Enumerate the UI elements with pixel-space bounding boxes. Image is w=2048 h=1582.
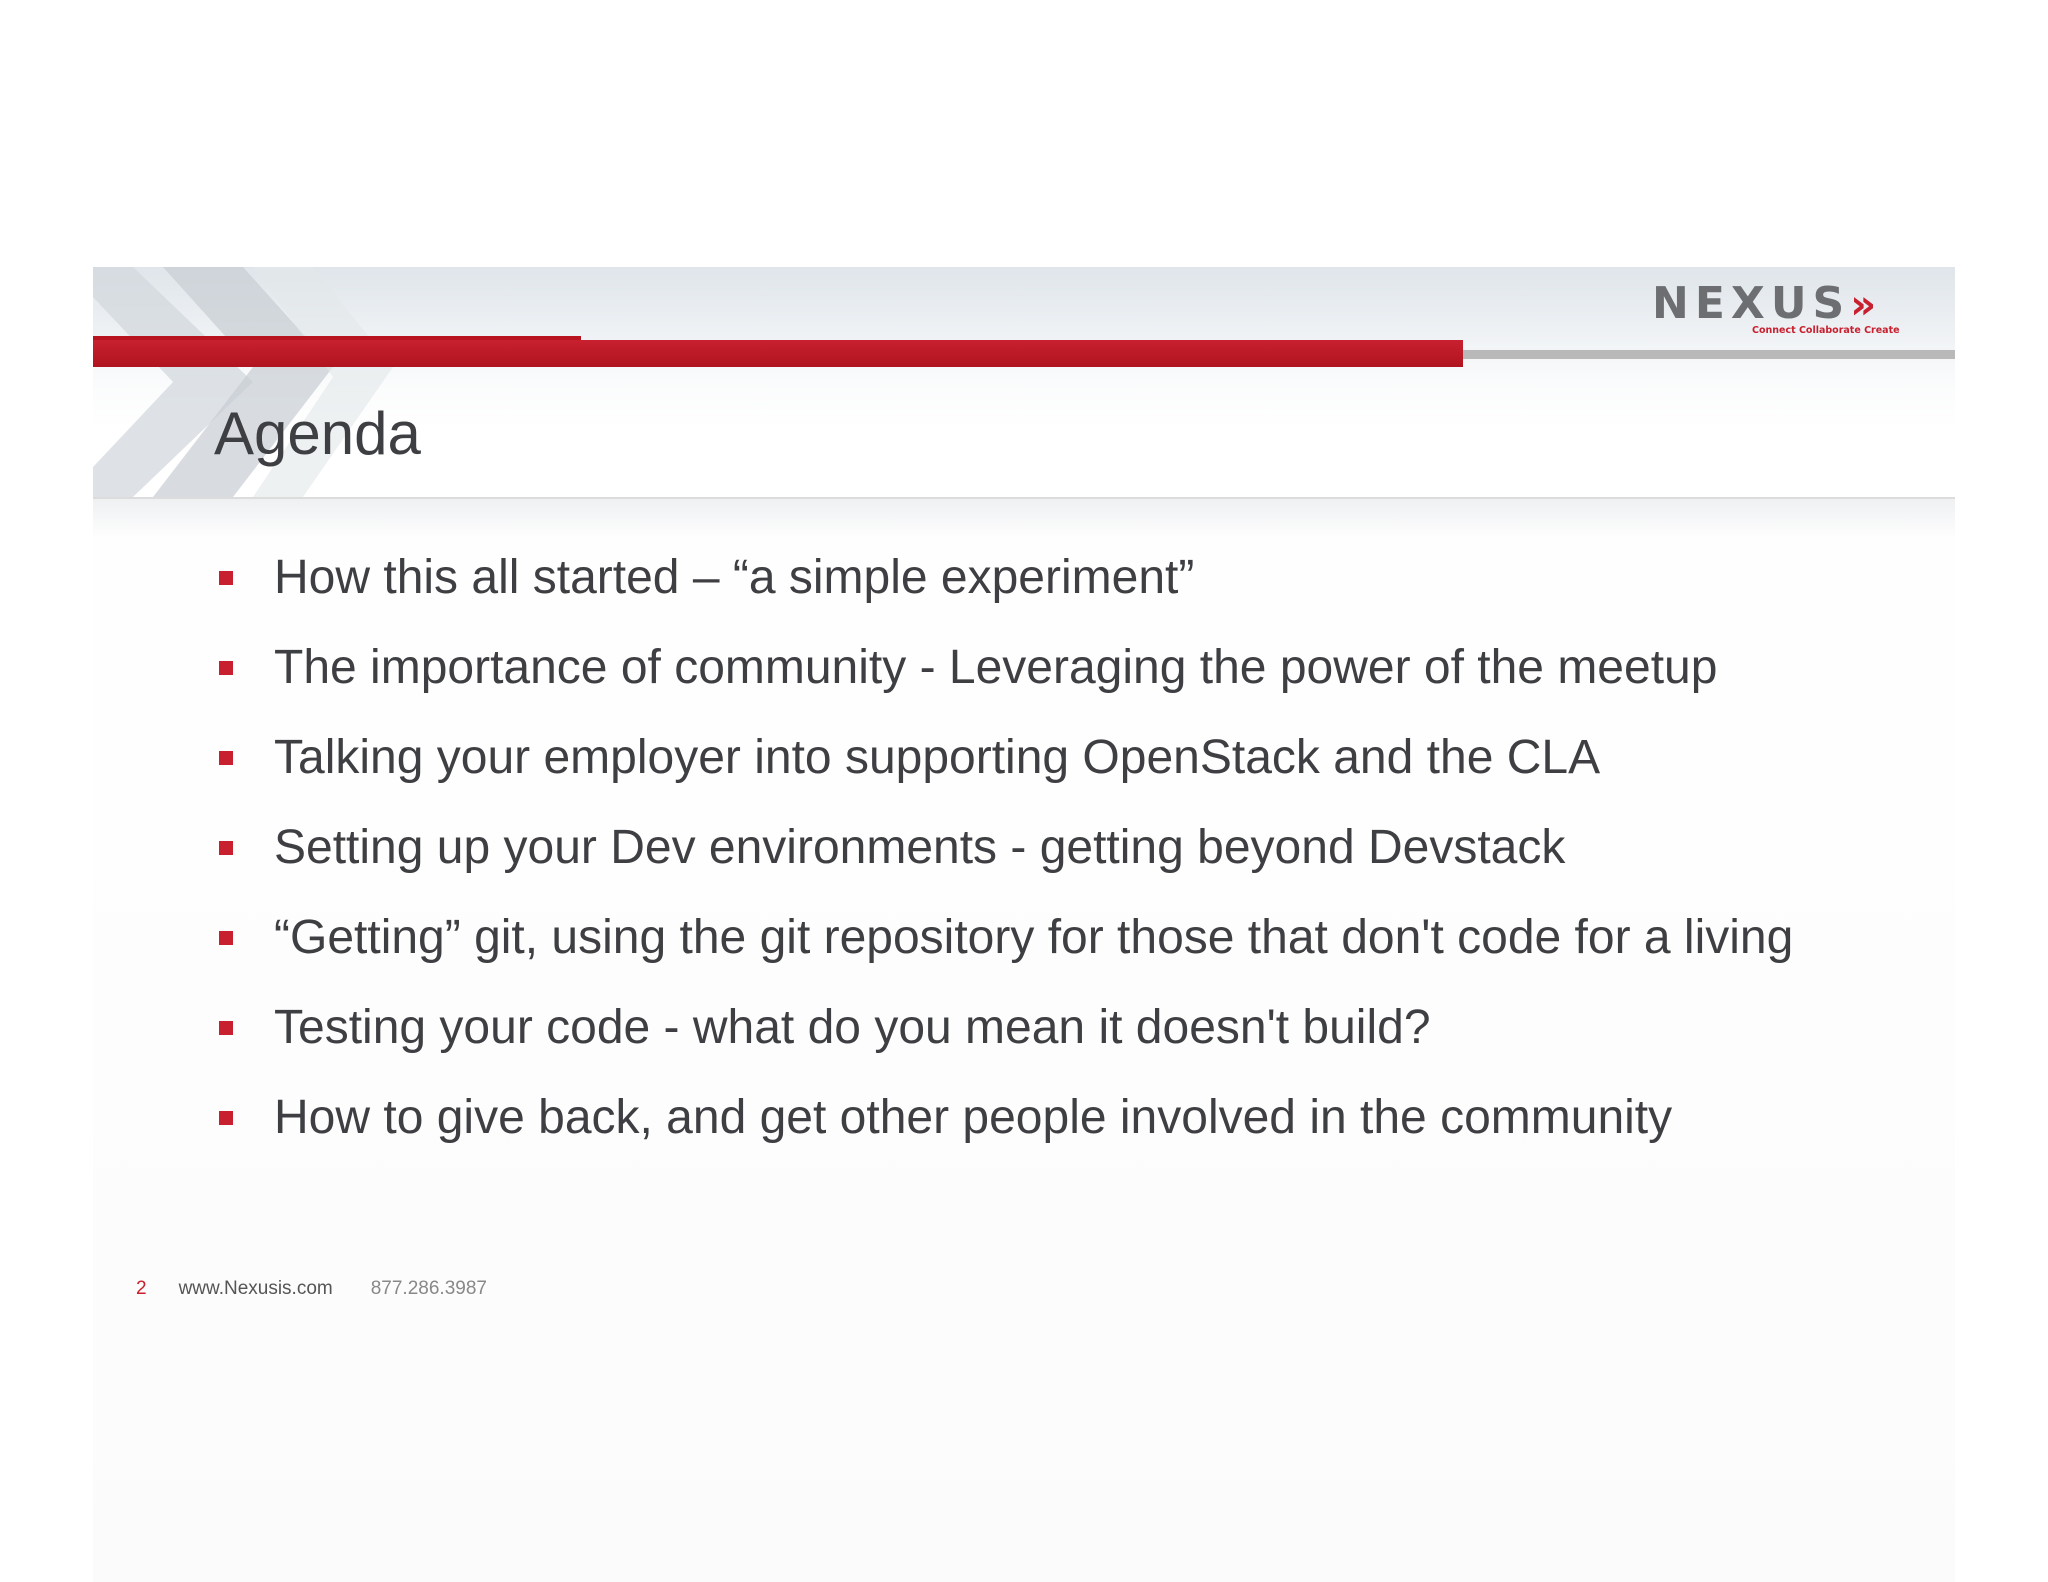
footer-website: www.Nexusis.com <box>178 1278 333 1299</box>
logo-wordmark <box>1652 278 1876 331</box>
bullet-square-icon <box>219 571 233 585</box>
slide-footer <box>136 1278 487 1300</box>
logo-arrows-icon: » <box>1850 282 1877 328</box>
bullet-square-icon <box>219 751 233 765</box>
page-number: 2 <box>136 1278 147 1299</box>
bullet-square-icon <box>219 1111 233 1125</box>
logo-word-prefix: NE <box>1652 278 1731 329</box>
header-shadow <box>93 499 1955 539</box>
agenda-item <box>214 638 1854 698</box>
nexus-logo <box>1652 278 1912 338</box>
header-grey-bar <box>1463 350 1955 359</box>
logo-word-suffix: US <box>1770 278 1851 329</box>
agenda-list <box>214 548 1854 1178</box>
agenda-item-text: Testing your code - what do you mean it doesn't build? <box>274 1001 1431 1054</box>
footer-phone: 877.286.3987 <box>370 1278 487 1299</box>
agenda-item-text: “Getting” git, using the git repository for those that don't code for a living <box>274 911 1794 964</box>
agenda-item <box>214 908 1854 968</box>
agenda-item-text: How this all started – “a simple experiment” <box>274 551 1195 604</box>
bullet-square-icon <box>219 931 233 945</box>
agenda-item <box>214 728 1854 788</box>
slide-title: Agenda <box>214 400 421 467</box>
logo-word-x: X <box>1730 278 1771 329</box>
agenda-item-text: Talking your employer into supporting OpenStack and the CLA <box>274 731 1601 784</box>
agenda-item-text: How to give back, and get other people involved in the community <box>274 1091 1673 1144</box>
agenda-item-text: The importance of community - Leveraging the power of the meetup <box>274 641 1718 694</box>
bullet-square-icon <box>219 1021 233 1035</box>
agenda-item <box>214 998 1854 1058</box>
agenda-item <box>214 818 1854 878</box>
agenda-item <box>214 1088 1854 1148</box>
logo-tagline: Connect Collaborate Create <box>1752 325 1900 336</box>
bullet-square-icon <box>219 841 233 855</box>
header-red-bar <box>93 340 1463 367</box>
bullet-square-icon <box>219 661 233 675</box>
agenda-item-text: Setting up your Dev environments - getting beyond Devstack <box>274 821 1566 874</box>
agenda-item <box>214 548 1854 608</box>
